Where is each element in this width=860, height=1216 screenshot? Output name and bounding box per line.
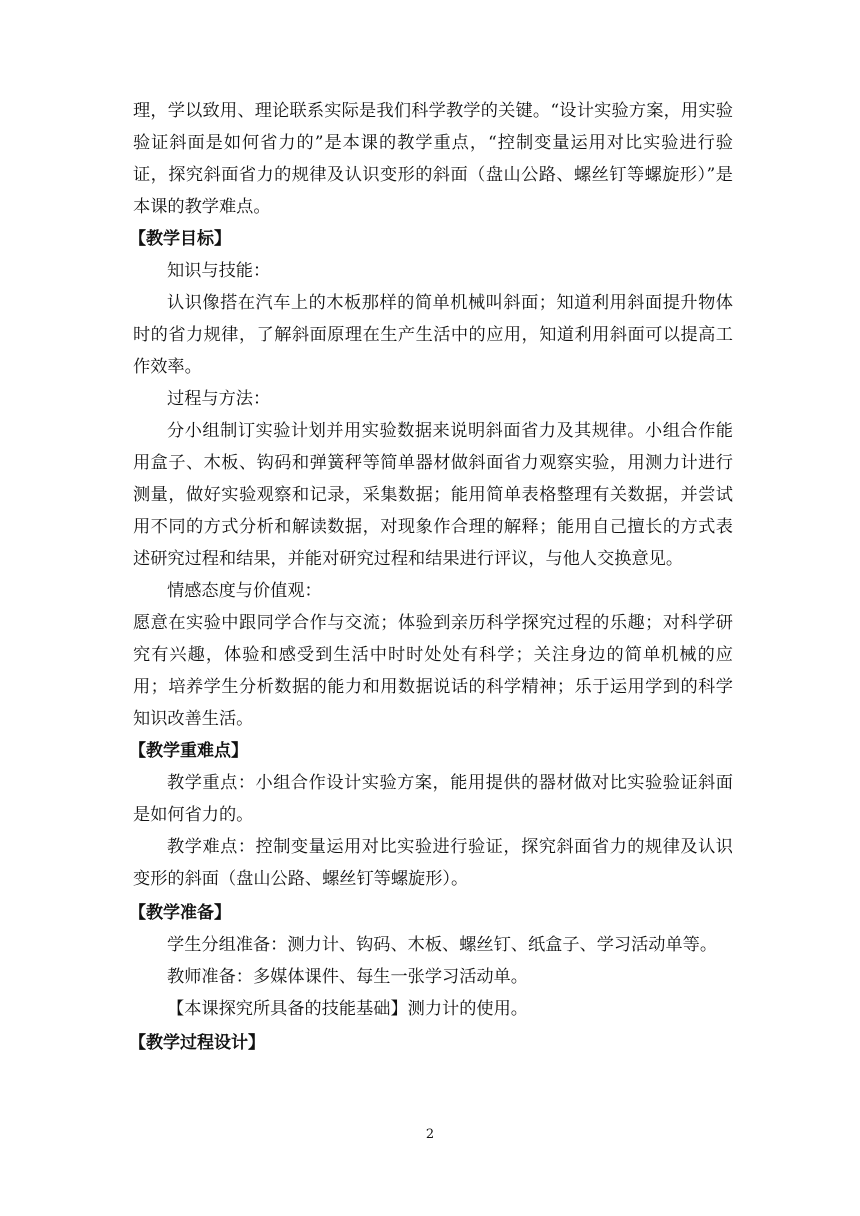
section-heading-process: 【教学过程设计】: [129, 1033, 265, 1053]
attitude-paragraph: 愿意在实验中跟同学合作与交流；体验到亲历科学探究过程的乐趣；对科学研究有兴趣，体验和感受到生活中时时处处有科学；关注身边的简单机械的应用；培养学生分析数据的能力和用数据说话的科学精神；乐于运用学到的科学知识改善生活。: [133, 613, 733, 729]
process-paragraph: 分小组制订实验计划并用实验数据来说明斜面省力及其规律。小组合作能用盒子、木板、钩码和弹簧秤等简单器材做斜面省力观察实验，用测力计进行测量，做好实验观察和记录，采集数据；能用简单表格整理有关数据，并尝试用不同的方式分析和解读数据，对现象作合理的解释；能用自己擅长的方式表述研究过程和结果，并能对研究过程和结果进行评议，与他人交换意见。: [133, 421, 733, 569]
knowledge-label: 知识与技能：: [167, 261, 271, 281]
attitude-label: 情感态度与价值观：: [167, 581, 322, 601]
intro-paragraph: 理，学以致用、理论联系实际是我们科学教学的关键。“设计实验方案，用实验验证斜面是如何省力的”是本课的教学重点，“控制变量运用对比实验进行验证，探究斜面省力的规律及认识变形的斜面（盘山公路、螺丝钉等螺旋形）”是本课的教学难点。: [133, 101, 733, 217]
process-label: 过程与方法：: [167, 389, 271, 409]
knowledge-paragraph: 认识像搭在汽车上的木板那样的简单机械叫斜面；知道利用斜面提升物体时的省力规律，了解斜面原理在生产生活中的应用，知道利用斜面可以提高工作效率。: [133, 293, 733, 377]
teaching-difficulty-paragraph: 教学难点：控制变量运用对比实验进行验证，探究斜面省力的规律及认识变形的斜面（盘山公路、螺丝钉等螺旋形）。: [133, 837, 733, 889]
section-heading-preparation: 【教学准备】: [129, 903, 231, 923]
page-number: 2: [425, 1127, 435, 1142]
section-heading-key-points: 【教学重难点】: [129, 741, 248, 761]
student-preparation-paragraph: 学生分组准备：测力计、钩码、木板、螺丝钉、纸盒子、学习活动单等。: [167, 935, 718, 955]
teaching-focus-paragraph: 教学重点：小组合作设计实验方案，能用提供的器材做对比实验验证斜面是如何省力的。: [133, 773, 733, 825]
document-body: [129, 95, 733, 1059]
teacher-preparation-paragraph: 教师准备：多媒体课件、每生一张学习活动单。: [167, 967, 528, 987]
section-heading-goals: 【教学目标】: [129, 229, 231, 249]
skills-basis-paragraph: 【本课探究所具备的技能基础】测力计的使用。: [167, 999, 528, 1019]
